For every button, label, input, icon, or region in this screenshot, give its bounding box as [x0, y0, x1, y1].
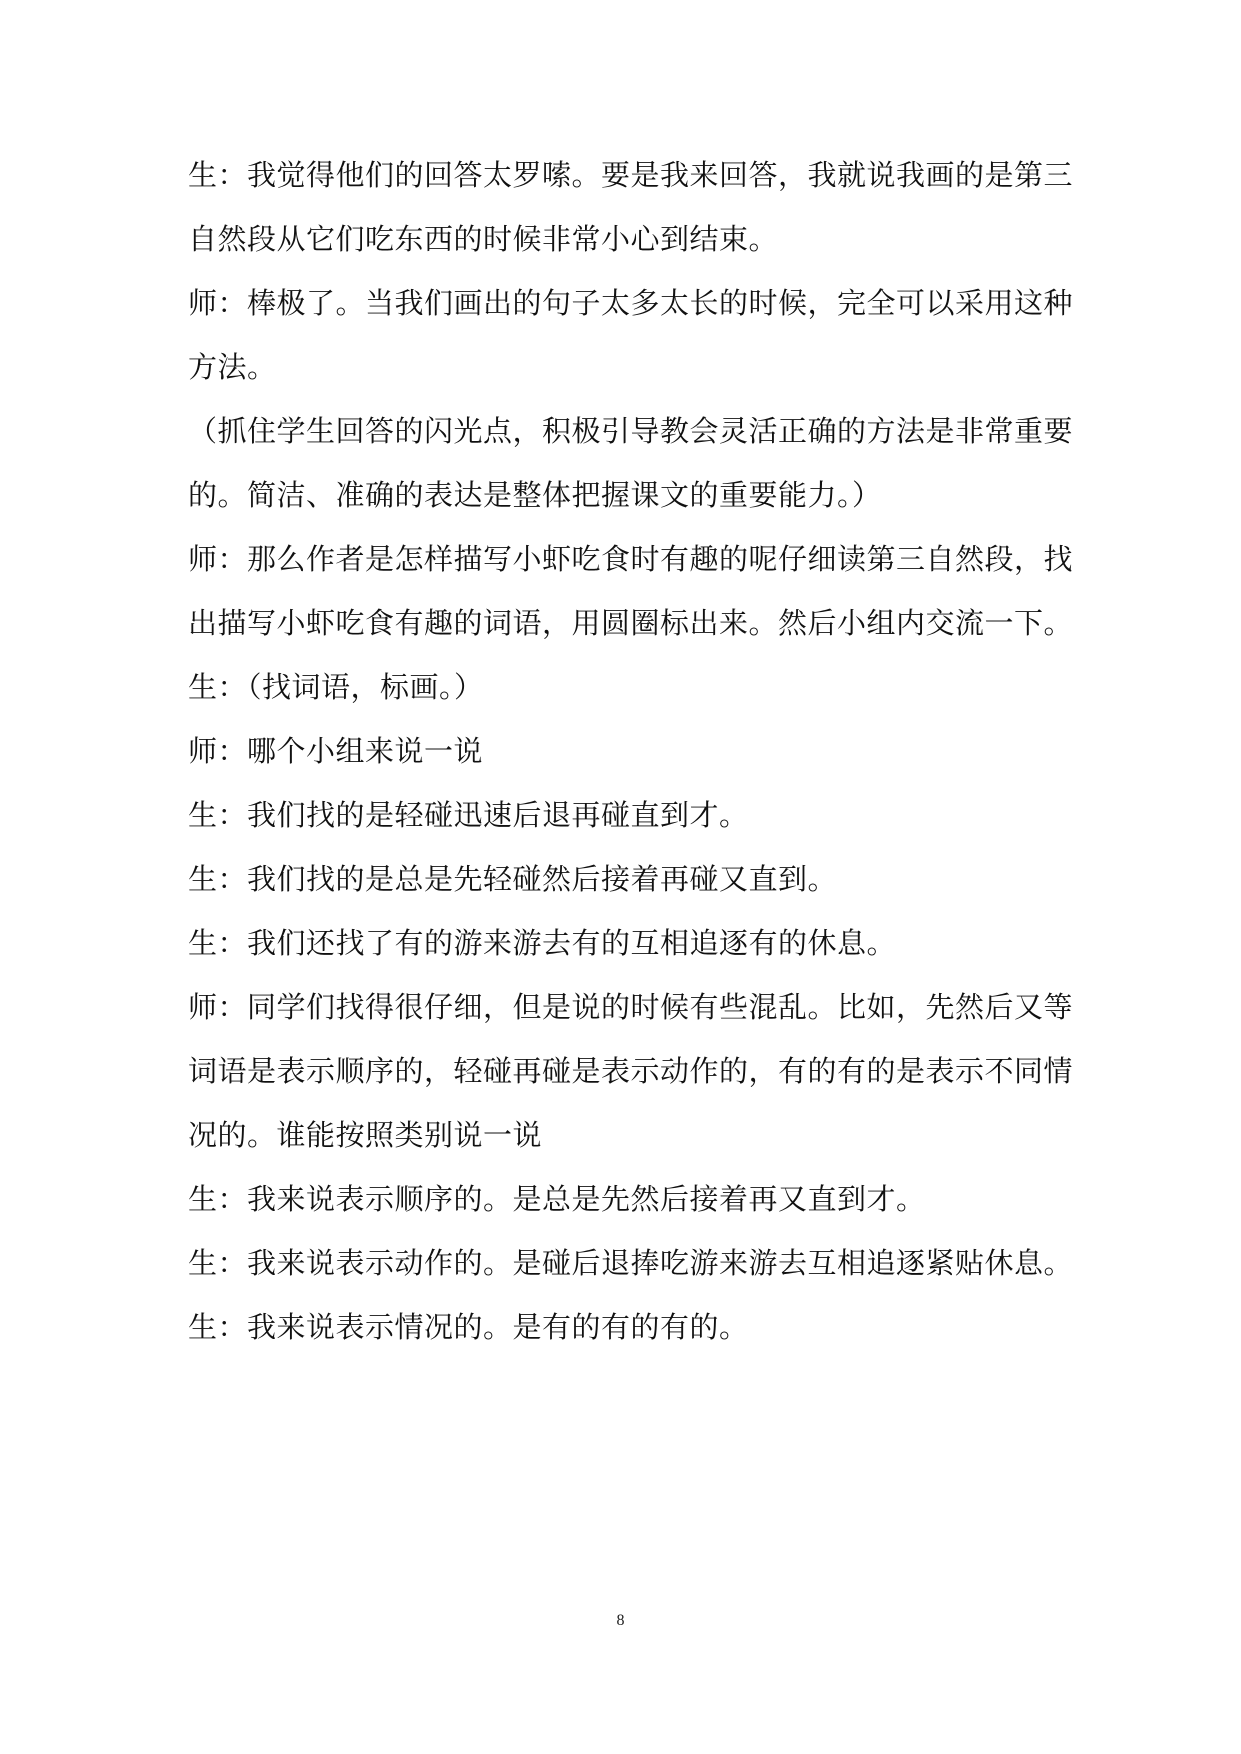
- body-text: [188, 143, 1074, 1359]
- text-line: （抓住学生回答的闪光点，积极引导教会灵活正确的方法是非常重要: [188, 414, 1074, 448]
- text-line: 师：棒极了。当我们画出的句子太多太长的时候，完全可以采用这种: [188, 286, 1074, 320]
- text-line: 生：我觉得他们的回答太罗嗦。要是我来回答，我就说我画的是第三: [188, 158, 1074, 192]
- text-line: 自然段从它们吃东西的时候非常小心到结束。: [188, 222, 779, 256]
- text-line: 师：那么作者是怎样描写小虾吃食时有趣的呢仔细读第三自然段，找: [188, 542, 1074, 576]
- text-line: 出描写小虾吃食有趣的词语，用圆圈标出来。然后小组内交流一下。: [188, 606, 1074, 640]
- text-line: 生：（找词语，标画。）: [188, 670, 484, 704]
- text-line: 生：我来说表示动作的。是碰后退捧吃游来游去互相追逐紧贴休息。: [188, 1246, 1074, 1280]
- text-line: 生：我来说表示情况的。是有的有的有的。: [188, 1310, 749, 1344]
- text-line: 的。简洁、准确的表达是整体把握课文的重要能力。）: [188, 478, 882, 512]
- text-line: 师：同学们找得很仔细，但是说的时候有些混乱。比如，先然后又等: [188, 990, 1074, 1024]
- text-line: 况的。谁能按照类别说一说: [188, 1118, 543, 1152]
- text-line: 生：我来说表示顺序的。是总是先然后接着再又直到才。: [188, 1182, 926, 1216]
- page-number: 8: [616, 1612, 625, 1629]
- text-line: 生：我们还找了有的游来游去有的互相追逐有的休息。: [188, 926, 897, 960]
- text-line: 词语是表示顺序的，轻碰再碰是表示动作的，有的有的是表示不同情: [188, 1054, 1074, 1088]
- text-line: 生：我们找的是总是先轻碰然后接着再碰又直到。: [188, 862, 838, 896]
- text-line: 方法。: [188, 350, 277, 384]
- text-line: 生：我们找的是轻碰迅速后退再碰直到才。: [188, 798, 749, 832]
- text-line: 师：哪个小组来说一说: [188, 734, 484, 768]
